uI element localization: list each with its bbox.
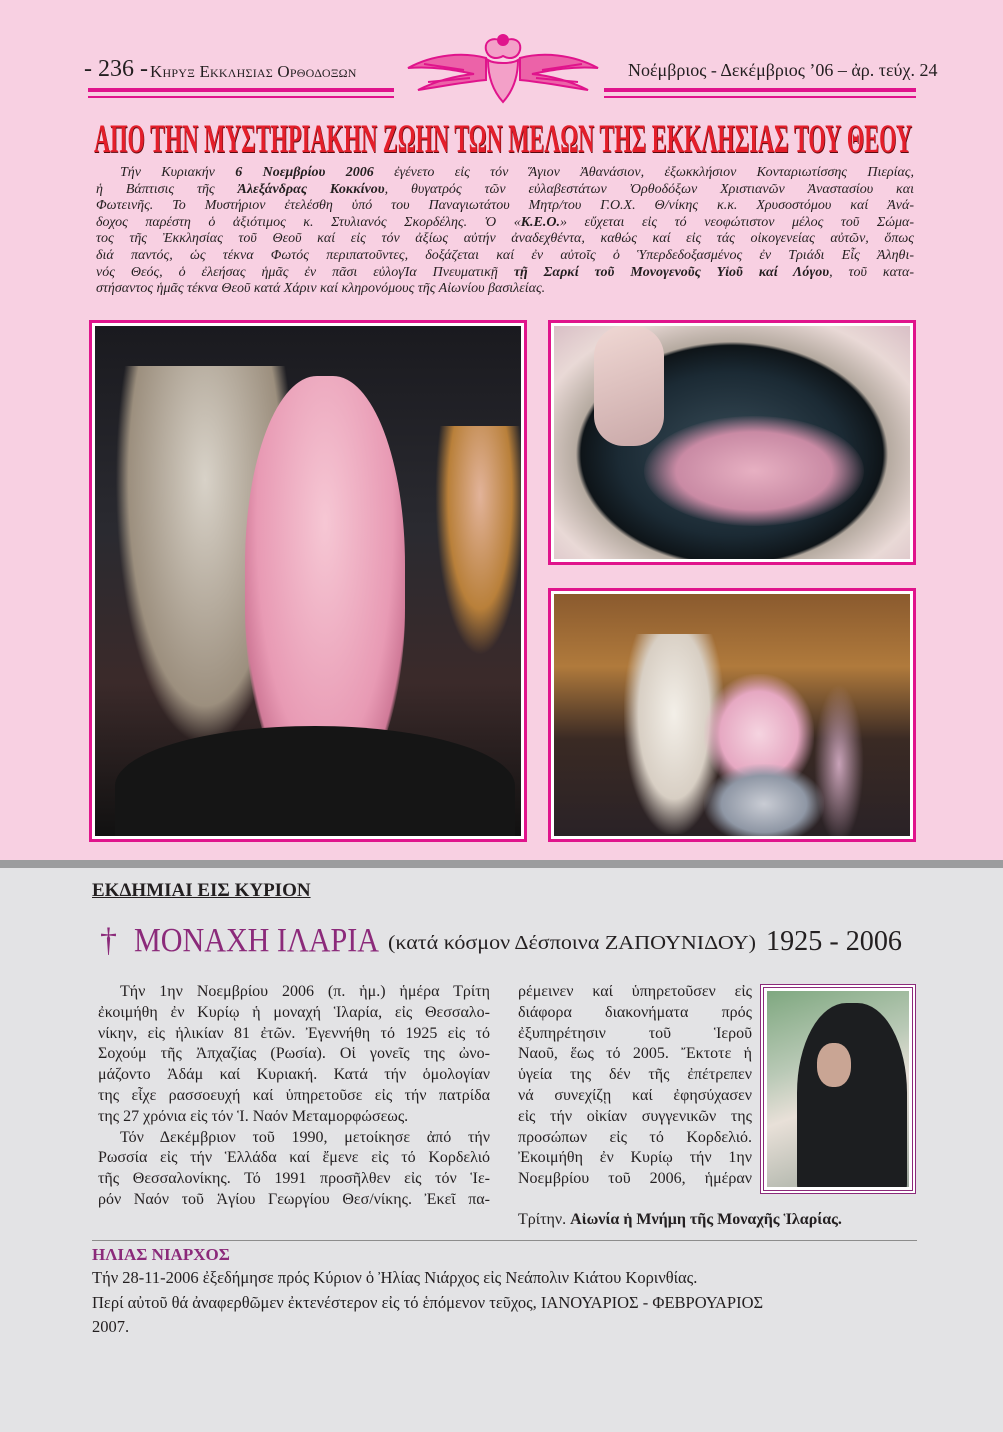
text-line: ρόν Ναόν τοῦ Ἁγίου Γεωργίου Θεσ/νίκης. Ἐκεῖ πα- [98, 1190, 490, 1208]
issue-date: Νοέμβριος - Δεκέμβριος ’06 – ἀρ. τεύχ. 24 [628, 60, 938, 80]
intro-text: » εὔχεται εἰς τό νεοφώτιστον μέλος τοῦ Σώμα- [560, 214, 915, 230]
intro-line [96, 182, 914, 199]
text-line: Περί αὐτοῦ θά ἀναφερθῶμεν ἐκτενέστερον εἰς τό ἑπόμενον τεῦχος, ΙΑΝΟΥΑΡΙΟΣ - ΦΕΒΡΟΥΑΡΙΟΣ [92, 1292, 764, 1312]
photo-nun-ilaria [760, 984, 916, 1194]
header-rule [604, 88, 916, 92]
article-title-text: ΑΠΟ ΤΗΝ ΜΥΣΤΗΡΙΑΚΗΝ ΖΩΗΝ ΤΩΝ ΜΕΛΩΝ ΤΗΣ ΕΚΚΛΗΣΙΑΣ ΤΟΥ ΘΕΟΥ [94, 116, 912, 161]
obituary-left-column [98, 982, 490, 1211]
text-line: τῆς Θεσσαλονίκης. Τό 1991 προσῆλθεν εἰς τόν Ἱε- [98, 1170, 490, 1188]
intro-text: νός Θεός, ὁ ἐλεήσας ἡμᾶς ἐν πᾶσι εὐλογΊα Πνευματικῇ [96, 264, 514, 280]
text-line: Σοχούμ τῆς Ἀπχαζίας (Ρωσία). Οἱ γονεῖς της ὠνο- [98, 1045, 490, 1063]
header-rule [88, 96, 394, 98]
text-line: προσώπων εἰς τό Κορδελιό. [518, 1128, 752, 1146]
magazine-title: Κηρυξ Εκκλησιας Ορθοδοξων [150, 62, 357, 81]
header-rule [88, 88, 394, 92]
text-line: μάζοντο Ἀδάμ καί Κυριακή. Κατά τήν ὁμολογίαν [98, 1066, 490, 1084]
intro-line [96, 198, 914, 215]
years-text: 1925 - 2006 [766, 926, 902, 957]
text-line: νά συνεχίζῃ καί ἐφησύχασεν [518, 1086, 752, 1104]
text-line: εἰς τήν οἰκίαν συγγενικῶν της [518, 1107, 752, 1125]
second-obituary-text [92, 1266, 922, 1340]
text-line: ρέμεινεν καί ὑπηρετοῦσεν εἰς [518, 983, 752, 1000]
text-line: ἐκοιμήθη ἐν Κυρίῳ ἡ μοναχή Ἱλαρία, εἰς Θεσσαλο- [98, 1003, 490, 1021]
closing-text: Τρίτην. [518, 1211, 571, 1228]
obituary-worldly-name [388, 932, 756, 955]
intro-line [96, 265, 914, 282]
text-line: νίκην, εἰς ἡλικίαν 81 ἐτῶν. Ἐγεννήθη τό 1925 εἰς τό [98, 1024, 490, 1042]
intro-text: τος τῆς Ἐκκλησίας τοῦ Θεοῦ καί εἰς τόν ἀξίως αὐτήν ἀναδεχθέντα, καθώς καί εἰς τάς οἰκογενείας αὐτῶν, ὅπως [96, 231, 914, 247]
text-line: της εἶχε ρασσοευχή καί ὑπηρετοῦσε εἰς τήν πατρίδα [98, 1086, 490, 1104]
obituary-right-column [518, 982, 752, 1190]
text-line: της 27 χρόνια εἰς τόν Ἱ. Ναόν Μεταμορφώσεως. [98, 1107, 409, 1125]
article-title [94, 115, 1003, 162]
cross-icon: † [100, 922, 117, 959]
photo-font-water [548, 320, 916, 565]
divider-line [92, 1240, 917, 1241]
intro-bold-text: Κ.Ε.Ο. [520, 214, 560, 230]
text-line: Ναοῦ, ἕως τό 2005. Ἔκτοτε ἡ [518, 1045, 752, 1063]
intro-line [96, 231, 914, 248]
section-heading: ΕΚΔΗΜΙΑΙ ΕΙΣ ΚΥΡΙΟΝ [92, 880, 311, 901]
photo-group-after-baptism [548, 588, 916, 842]
text-line: Τήν 28-11-2006 ἐξεδήμησε πρός Κύριον ὁ Ἠλίας Νιάρχος εἰς Νεάπολιν Κιάτου Κορινθίας. [92, 1268, 698, 1287]
text-line: ὑγεία της δέν τῆς ἐπέτρεπεν [518, 1066, 752, 1084]
obituary-years [766, 926, 901, 958]
intro-line [96, 165, 914, 182]
obituary-closing [518, 1210, 918, 1231]
text-line: Τήν 1ην Νοεμβρίου 2006 (π. ἡμ.) ἡμέρα Τρίτη [120, 983, 490, 1000]
text-line: Τόν Δεκέμβριον τοῦ 1990, μετοίκησε ἀπό τήν [120, 1128, 490, 1146]
intro-text: , τοῦ κατα- [829, 264, 914, 280]
closing-memory: Αἰωνία ἡ Μνήμη τῆς Μοναχῆς Ἱλαρίας. [570, 1211, 842, 1228]
intro-text: διά παντός, ὡς τέκνα Φωτός περιπατοῦντες, δοξάζεται καί ἐν αὐτοῖς ὁ Ὑπερδεδοξασμένος ἐν Τριάδι Εἷς Ἀληθι- [96, 247, 914, 263]
text-line: 2007. [92, 1317, 130, 1336]
header-rule [604, 96, 916, 98]
intro-text: ἐγένετο εἰς τόν Ἅγιον Ἀθανάσιον, ἐξωκκλήσιον Κονταριωτίσσης Πιερίας, [373, 165, 914, 180]
intro-bold-text: τῇ Σαρκί τοῦ Μονογενοῦς Υἱοῦ καί Λόγου [513, 264, 830, 280]
intro-text: Τήν Κυριακήν [120, 165, 236, 180]
page-number: - 236 - [84, 56, 148, 82]
intro-text: Φωτεινῆς. Το Μυστήριον ἐτελέσθη ὑπό του Παναγιωτάτου Μητρ/του Γ.Ο.Χ. Θ/νίκης κ.κ. Χρυσοστόμου καί Ἀνά- [96, 198, 914, 214]
photo-baptism-immersion [89, 320, 527, 842]
obituary-name-text: ΜΟΝΑΧΗ ΙΛΑΡΙΑ [134, 922, 379, 959]
text-line: Νοεμβρίου τοῦ 2006, ἡμέραν [518, 1170, 752, 1188]
intro-line [96, 281, 914, 298]
text-line: διάφορα διακονήματα πρός [518, 1003, 752, 1021]
text-line: ἐξυπηρέτησιν τοῦ Ἱεροῦ [518, 1024, 752, 1042]
second-obituary-name: ΗΛΙΑΣ ΝΙΑΡΧΟΣ [92, 1245, 230, 1264]
text-line: Ἐκοιμήθη ἐν Κυρίῳ τήν 1ην [518, 1149, 752, 1167]
intro-text: στήσαντος ἡμᾶς τέκνα Θεοῦ κατά Χάριν καί κληρονόμους τῆς Αἰωνίου βασιλείας. [96, 281, 546, 297]
double-headed-eagle-icon [404, 32, 602, 104]
intro-line [96, 248, 914, 265]
section-divider [0, 860, 1003, 868]
worldly-name-text: (κατά κόσμον Δέσποινα ΖΑΠΟΥΝΙΔΟΥ) [388, 932, 756, 954]
intro-text: δοχος παρέστη ὁ ἀξιότιμος κ. Στυλιανός Σκορδέλης. Ὁ « [96, 214, 521, 230]
intro-bold-text: 6 Νοεμβρίου 2006 [235, 165, 374, 180]
obituary-name [134, 922, 411, 960]
text-line: Ρωσσία εἰς τήν Ἑλλάδα καί ἔμενε εἰς τό Κορδελιό [98, 1149, 490, 1167]
intro-line [96, 215, 914, 232]
article-intro-paragraph [96, 165, 914, 298]
intro-text: , θυγατρός τῶν εὐλαβεστάτων Ὀρθοδόξων Χριστιανῶν Ἀναστασίου και [384, 181, 915, 197]
intro-text: ἡ Βάπτισις τῆς [96, 181, 238, 197]
intro-bold-text: Ἀλεξάνδρας Κοκκίνου [237, 181, 385, 197]
